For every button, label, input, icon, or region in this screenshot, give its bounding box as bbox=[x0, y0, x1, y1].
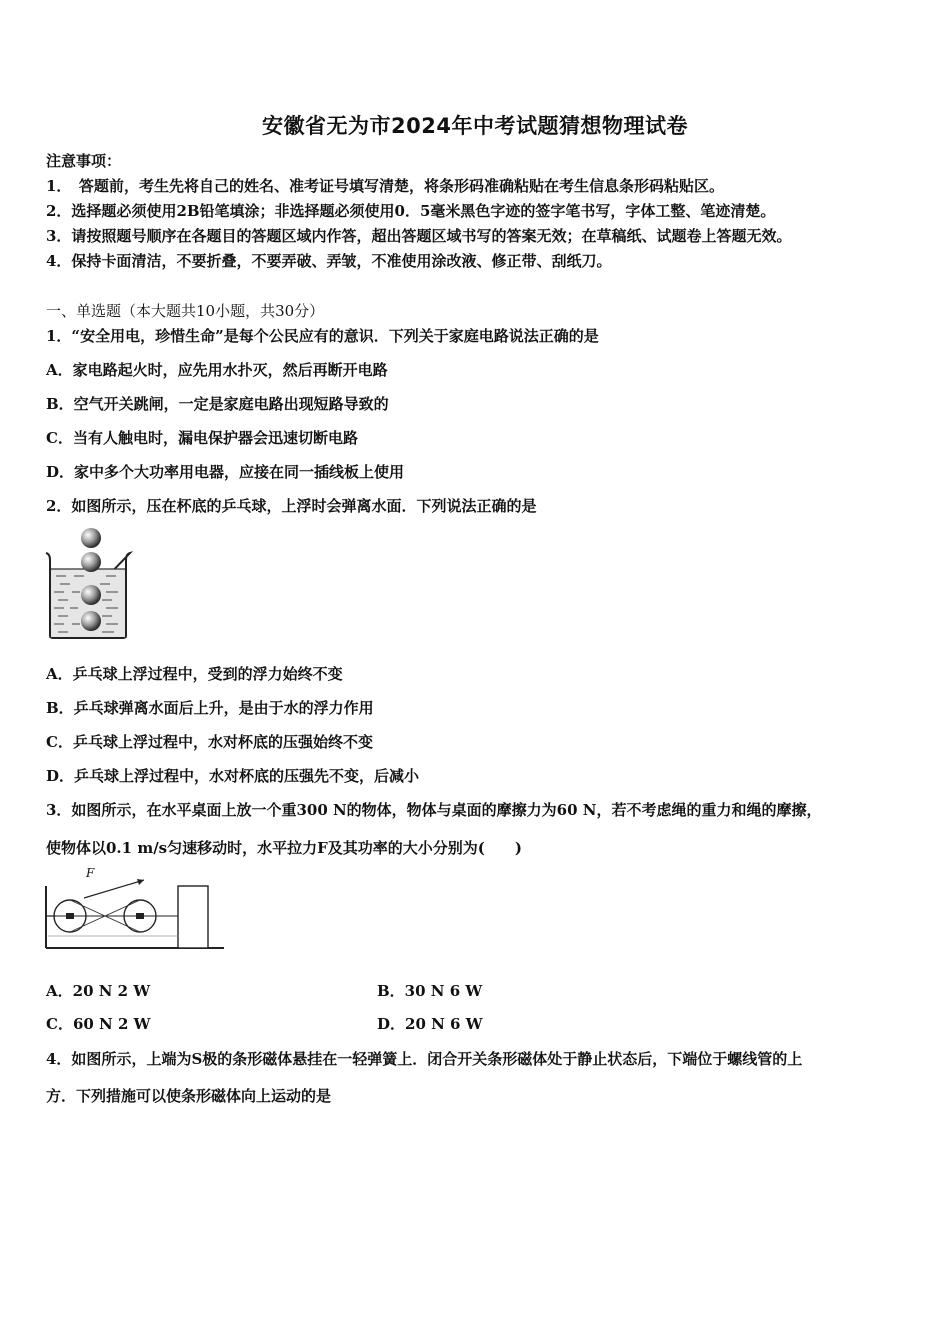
ping-pong-ball bbox=[81, 528, 101, 548]
q1-option-d: D．家中多个大功率用电器，应接在同一插线板上使用 bbox=[46, 463, 405, 481]
q3-stem: 3．如图所示，在水平桌面上放一个重300 N的物体，物体与桌面的摩擦力为60 N，若不考虑绳的重力和绳的摩擦， bbox=[46, 801, 822, 819]
section-heading: 一、单选题（本大题共10小题，共30分） bbox=[46, 302, 325, 320]
q2-option-c: C．乒乓球上浮过程中，水对杯底的压强始终不变 bbox=[46, 733, 373, 751]
notice-item: 3．请按照题号顺序在各题目的答题区域内作答，超出答题区域书写的答案无效；在草稿纸、试题卷上答题无效。 bbox=[46, 227, 792, 245]
q3-stem: 使物体以0.1 m/s匀速移动时，水平拉力F及其功率的大小分别为( ) bbox=[46, 839, 522, 857]
q4-stem: 4．如图所示，上端为S极的条形磁体悬挂在一轻弹簧上．闭合开关条形磁体处于静止状态后，下端位于螺线管的上 bbox=[46, 1050, 803, 1068]
ping-pong-ball bbox=[81, 611, 101, 631]
q3-option-c: C．60 N 2 W bbox=[46, 1015, 151, 1033]
force-label: F bbox=[86, 866, 95, 880]
pulley-figure bbox=[44, 866, 226, 952]
notice-item: 1． 答题前，考生先将自己的姓名、准考证号填写清楚，将条形码准确粘贴在考生信息条形码粘贴区。 bbox=[46, 177, 724, 195]
q4-stem: 方．下列措施可以使条形磁体向上运动的是 bbox=[46, 1087, 332, 1105]
q2-option-a: A．乒乓球上浮过程中，受到的浮力始终不变 bbox=[46, 665, 343, 683]
q3-option-b: B．30 N 6 W bbox=[377, 982, 483, 1000]
q1-option-b: B．空气开关跳闸，一定是家庭电路出现短路导致的 bbox=[46, 395, 389, 413]
q1-stem: 1．“安全用电，珍惜生命”是每个公民应有的意识．下列关于家庭电路说法正确的是 bbox=[46, 327, 599, 345]
q1-option-c: C．当有人触电时，漏电保护器会迅速切断电路 bbox=[46, 429, 358, 447]
ping-pong-ball bbox=[81, 552, 101, 572]
notice-heading: 注意事项： bbox=[46, 152, 122, 170]
ping-pong-ball bbox=[81, 585, 101, 605]
q2-option-b: B．乒乓球弹离水面后上升，是由于水的浮力作用 bbox=[46, 699, 374, 717]
notice-item: 4．保持卡面清洁，不要折叠，不要弄破、弄皱，不准使用涂改液、修正带、刮纸刀。 bbox=[46, 252, 612, 270]
q2-stem: 2．如图所示，压在杯底的乒乓球，上浮时会弹离水面．下列说法正确的是 bbox=[46, 497, 537, 515]
q1-option-a: A．家电路起火时，应先用水扑灭，然后再断开电路 bbox=[46, 361, 388, 379]
q3-option-d: D．20 N 6 W bbox=[377, 1015, 483, 1033]
q2-option-d: D．乒乓球上浮过程中，水对杯底的压强先不变，后减小 bbox=[46, 767, 420, 785]
notice-item: 2．选择题必须使用2B铅笔填涂；非选择题必须使用0．5毫米黑色字迹的签字笔书写，字体工整、笔迹清楚。 bbox=[46, 202, 776, 220]
q3-option-a: A．20 N 2 W bbox=[46, 982, 151, 1000]
beaker-figure bbox=[44, 524, 136, 642]
page-title: 安徽省无为市2024年中考试题猜想物理试卷 bbox=[262, 114, 688, 138]
